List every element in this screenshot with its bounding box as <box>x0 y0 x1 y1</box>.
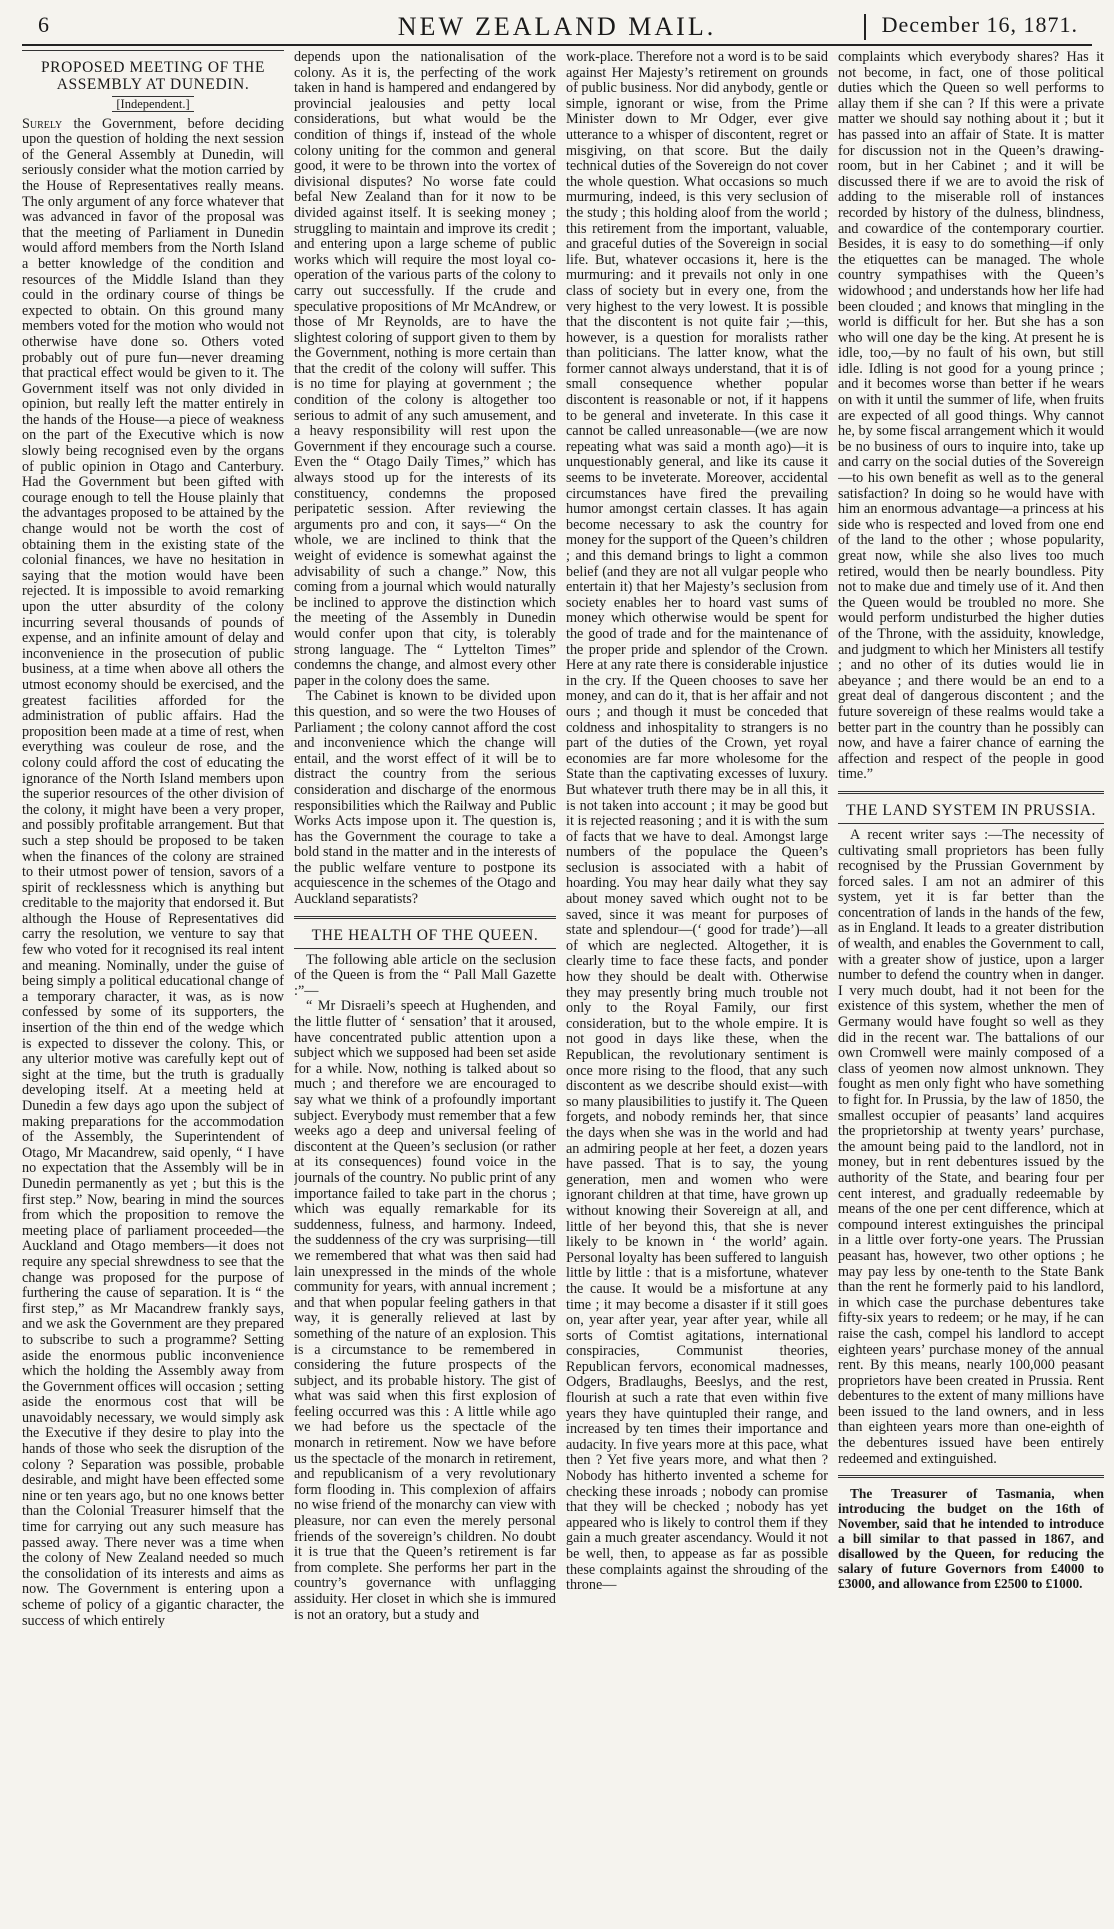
headline-rule <box>294 948 556 949</box>
article-separator <box>838 791 1104 794</box>
source-label: [Independent.] <box>112 96 193 112</box>
article-intro-queen: The following able article on the seclusion of the Queen is from the “ Pall Mall Gazette :”— <box>294 951 556 999</box>
article-separator <box>294 916 556 919</box>
article-body-dunedin-1 <box>22 117 284 1630</box>
column-4 <box>838 50 1104 1923</box>
masthead <box>22 10 1092 46</box>
news-note-tasmania: The Treasurer of Tasmania, when introducing the budget on the 16th of November, said that he intended to introduce a bill similar to that passed in 1867, and disallowed by the Queen, for reducing the salary of future Governors from £4000 to £3000, and allowance from £2500 to £1000. <box>838 1486 1104 1592</box>
newspaper-title: NEW ZEALAND MAIL. <box>397 12 717 41</box>
headline-rule <box>22 50 284 51</box>
issue-date: December 16, 1871. <box>881 12 1078 37</box>
article-headline-dunedin: PROPOSED MEETING OF THE ASSEMBLY AT DUNEDIN. <box>40 59 266 93</box>
column-3 <box>566 50 828 1923</box>
article-headline-queen: THE HEALTH OF THE QUEEN. <box>311 926 539 944</box>
column-1 <box>22 50 284 1923</box>
article-body-prussia: A recent writer says :—The necessity of cultivating small proprietors has been fully recognised by the Prussian Government by forced sales. I am not an admirer of this system, yet it is far better than the concentration of lands in the hands of the few, as in England. It leads to a greater distribution of wealth, and enables the Government to call, with a greater show of justice, upon a larger number to defend the country when in danger. I very much doubt, had it not been for the existence of this system, whether the men of Germany would have fought so well as they did in the recent war. The battalions of our own Cromwell were mainly composed of a class of yeomen now almost unknown. They fought as men only fight who have something to fight for. In Prussia, by the law of 1850, the smallest occupier of peasants’ land acquires the proprietorship at twenty years’ purchase, the amount being paid to the landlord, not in money, but in rent debentures issued by the authority of the State, and bearing four per cent interest, and gradually redeemable by means of the one per cent difference, which at compound interest extinguishes the principal in a little over forty-one years. The Prussian peasant has, however, two other options ; he may pay less by one-tenth to the State Bank than the rent he formerly paid to his landlord, in which case the purchase debentures take fifty-six years to redeem; or he may, if he can raise the cash, compel his landlord to accept eighteen years’ purchase money of the annual rent. By this means, nearly 100,000 peasant proprietors have been created in Prussia. Rent debentures to the extent of many millions have been issued to the land owners, and in less than eighteen years more than one-eighth of the debentures issued have been entirely redeemed and extinguished. <box>838 826 1104 1467</box>
article-body-dunedin-2: depends upon the nationalisation of the colony. As it is, the perfecting of the work taken in hand is hampered and endangered by provincial jealousies and petty local considerations, but what would be the condition of things if, instead of the whole colony uniting for the common and general good, it were to be thrown into the vortex of divisional disputes? No worse fate could befal New Zealand than for it now to be divided against itself. It is seeking money ; struggling to maintain and improve its credit ; and entering upon a large scheme of public works which will require the most loyal co-operation of the various parts of the colony to carry out successfully. If the crude and speculative propositions of Mr McAndrew, or those of Mr Reynolds, are to have the slightest coloring of support given to them by the Government, nothing is more certain than that the credit of the colony will suffer. This is no time for playing at government ; the condition of the colony is altogether too serious to admit of any such amusement, and a heavy responsibility will rest upon the Government if they encourage such a course. Even the “ Otago Daily Times,” which has always stood up for the interests of its constituency, condemns the proposed peripatetic session. After reviewing the arguments pro and con, it says—“ On the whole, we are inclined to think that the weight of evidence is somewhat against the advisability of such a change.” Now, this coming from a journal which would naturally be inclined to approve the distinction which the meeting of the Assembly in Dunedin would confer upon that city, is tolerably strong language. The “ Lyttelton Times” condemns the change, and almost every other paper in the colony does the same. <box>294 50 556 689</box>
article-separator <box>838 1475 1104 1478</box>
article-body-queen-3: complaints which everybody shares? Has it not become, in fact, one of those political duties which the Queen so well performs to allay them if she can ? If this were a private matter we should say nothing about it ; but it has passed into an affair of State. It is matter for discussion not in the Queen’s drawing-room, but in her Cabinet ; and it will be discussed there if we are to avoid the risk of adding to the miserable roll of instances recorded by history of the dulness, blindness, and cowardice of the contemporary courtier. Besides, it is easy to do something—if only the etiquettes can be managed. The whole country sympathises with the Queen’s widowhood ; and understands how her life had been clouded ; and knows that mingling in the world is difficult for her. But she has a son who will one day be the king. At present he is idle, too,—by no fault of his own, but still idle. Idling is not good for a young prince ; and it becomes worse than better if he wears on with it until the summer of life, when fruits are expected of all good things. Why cannot he, by some fiscal arrangement which it would be no business of ours to inquire into, take up and carry on the social duties of the Sovereign—to his own benefit as well as to the general satisfaction? In doing so he would have with him an enormous advantage—a princess at his side who is respected and loved from one end of the land to the other ; whose popularity, great now, while she also lives too much retired, would then be nearly boundless. Pity not to make due and timely use of it. And then the Queen would be troubled no more. She would perform undisturbed the higher duties of the Throne, with the assiduity, knowledge, and judgment to which her Ministers all testify ; and no other of its duties would lie in abeyance ; and there would be an end to a great deal of dangerous discontent ; and the future sovereign of these realms would take a better part in the country than he possibly can now, and have a fairer chance of earning the affection and respect of the people in good time.” <box>838 50 1104 783</box>
lead-word: Surely <box>22 115 63 132</box>
article-source <box>22 97 284 113</box>
article-text: the Government, before deciding upon the question of holding the next session of the General Assembly at Dunedin, will seriously consider what the motion carried by the House of Representatives really means. The only argument of any force whatever that was advanced in favor of the proposal was that the meeting of Parliament in Dunedin would afford members from the North Island a better knowledge of the condition and resources of the Middle Island than they could in the ordinary course of things be expected to obtain. On this ground many members voted for the motion who would not otherwise have done so. Others voted probably out of pure fun—never dreaming that practical effect would be given to it. The Government itself was not only divided in opinion, but really left the matter entirely in the hands of the House—a piece of weakness on the part of the Executive which is now slowly being recognised even by the organs of public opinion in Otago and Canterbury. Had the Government but been gifted with courage enough to tell the House plainly that the advantages proposed to be attained by the change would not be worth the cost of obtaining them in the existing state of the colonial finances, we have no hesitation in saying that the motion would have been rejected. It is impossible to avoid remarking upon the utter absurdity of the colony incurring several thousands of pounds of expense, and an infinite amount of delay and inconvenience in the prosecution of public business, at a time when above all others the utmost economy should be exercised, and the greatest facilities afforded for the administration of public affairs. Had the proposition been made at a time of rest, when everything was couleur de rose, and the colony could afford the cost of educating the ignorance of the North Island members upon the superior resources of the other division of the colony, it might have been a very proper, and possibly profitable arrangement. But that such a step should be proposed to be taken when the finances of the colony are strained to their utmost power of tension, savors of a spirit of recklessness which is anything but creditable to the majority that endorsed it. But although the House of Representatives did carry the resolution, we venture to say that few who voted for it recognised its real intent and meaning. Nominally, under the guise of being simply a political educational change of a temporary character, it was, as is now confessed by some of its supporters, the insertion of the thin end of the wedge which is expected to dissever the colony. This, or any ulterior motive was carefully kept out of sight at the time, but the truth is gradually developing itself. At a meeting held at Dunedin a few days ago upon the subject of making preparations for the accommodation of the Assembly, the Superintendent of Otago, Mr Macandrew, said openly, “ I have no expectation that the Assembly will be in Dunedin permanently as yet ; but this is the first step.” Now, bearing in mind the sources from which the proposition to remove the meeting place of parliament proceeded—the Auckland and Otago members—it does not require any special shrewdness to see that the change was proposed for the purpose of furthering the cause of separation. It is “ the first step,” as Mr Macandrew frankly says, and we ask the Government are they prepared to subscribe to such a programme? Setting aside the enormous public inconvenience which the holding the Assembly away from the Government offices will occasion ; setting aside the enormous cost that will be unavoidably necessary, we would simply ask the Executive if they desire to play into the hands of those who seek the disruption of the colony ? Separation was possible, probable desirable, and might have been effected some nine or ten years ago, but no one knows better than the Colonial Treasurer himself that the time for carrying out any such measure has passed away. There never was a time when the colony of New Zealand needed so much the consolidation of its interests and aims as now. The Government is entering upon a scheme of policy of a gigantic character, the success of which entirely <box>22 115 284 1629</box>
headline-rule <box>838 823 1104 824</box>
column-2 <box>294 50 556 1923</box>
masthead-divider <box>864 14 866 40</box>
article-body-queen-1: “ Mr Disraeli’s speech at Hughenden, and the little flutter of ‘ sensation’ that it aroused, have concentrated public attention upon a subject which we supposed had been set aside for a while. Now, nothing is talked about so much ; and therefore we are encouraged to say what we think of a profoundly important subject. Everybody must remember that a few weeks ago a deep and universal feeling of discontent at the Queen’s seclusion (or rather at its consequences) found voice in the journals of the country. No public print of any importance failed to take part in the chorus ; which was equally remarkable for its suddenness, fulness, and harmony. Indeed, the suddenness of the cry was surprising—till we remembered that what was then said had lain unexpressed in the minds of the whole community for years, with annual increment ; and that when popular feeling gathers in that way, it is generally relieved at last by something of the nature of an explosion. This is a circumstance to be remembered in considering the future prospects of the subject, and its probable history. The gist of what was said when this first explosion of feeling occurred was this : A little while ago we had before us the spectacle of the monarch in retirement. Now we have before us the spectacle of the monarch in retirement, and republicanism of a very revolutionary form flooding in. This complexion of affairs no wise friend of the monarchy can view with pleasure, nor can even the merely personal friends of the sovereign’s children. No doubt it is true that the Queen’s retirement is far from complete. She performs her part in the country’s governance with unflagging assiduity. Her closet in which she is immured is not an oratory, but a study and <box>294 998 556 1623</box>
article-columns <box>22 50 1104 1923</box>
article-body-dunedin-3: The Cabinet is known to be divided upon this question, and so were the two Houses of Parliament ; the colony cannot afford the cost and inconvenience which the change will entail, and the worst effect of it will be to distract the country from the serious consideration and discharge of the enormous responsibilities which the Railway and Public Works Acts impose upon it. The question is, has the Government the courage to take a bold stand in the matter and in the interests of the public welfare venture to postpone its acquiescence in the schemes of the Otago and Auckland separatists? <box>294 688 556 908</box>
article-body-queen-2: work-place. Therefore not a word is to be said against Her Majesty’s retirement on grounds of public business. Nor did anybody, gentle or simple, ignorant or wise, from the Prime Minister down to Mr Odger, ever give utterance to a whisper of discontent, regret or misgiving, on that score. But the daily technical duties of the Sovereign do not cover the whole question. What occasions so much murmuring, indeed, is this very seclusion of the study ; this holding aloof from the world ; this retirement from the important, valuable, and graceful duties of the Sovereign in social life. But, whatever occasions it, here is the murmuring: and it prevails not only in one class of society but in every one, from the very highest to the very lowest. It is possible that the discontent is not quite fair ;—this, however, is a question for moralists rather than politicians. The latter know, what the former cannot always understand, that it is of small consequence whether popular discontent is reasonable or not, if it happens to be general and inveterate. In this case it cannot be called unreasonable—(we are now repeating what was said a month ago)—it is unquestionably general, and like its cause it seems to be inveterate. Moreover, accidental circumstances have fired the prevailing humor amongst certain classes. It has again become necessary to ask the country for money for the support of the Queen’s children ; and this demand brings to light a common belief (and they are not all vulgar people who entertain it) that her Majesty’s seclusion from society enables her to hoard vast sums of money which otherwise would be spent for the good of trade and for the maintenance of the proper pride and splendor of the Crown. Here at any rate there is considerable injustice in the cry. If the Queen chooses to save her money, and can do it, that is her affair and not ours ; and though it must be conceded that coldness and inhospitality to strangers is no part of the duties of the Crown, yet royal economies are far more wholesome for the State than the captivating excesses of luxury. But whatever truth there may be in all this, it is not taken into account ; it may be good but it is rejected reasoning ; and it is with the sum of facts that we have to deal. Amongst large numbers of the populace the Queen’s seclusion is associated with a habit of hoarding. You may hear daily what they say about money saved which ought not to be saved, since it was meant for purposes of state and splendour—(‘ good for trade’)—all of which are neglected. Altogether, it is clearly time to face these facts, and ponder how they should be dealt with. Otherwise they may presently bring much trouble not only to the Royal Family, our first consideration, but to the whole empire. It is not good in days like these, when the Republican, the revolutionary sentiment is once more rising to the flood, that any such discontent as we describe should exist—with so many plausibilities to justify it. The Queen forgets, and nobody reminds her, that since the days when she was in the world and had an admiring people at her feet, a dozen years have passed. That is to say, the young generation, men and women who were ignorant children at that time, have grown up without knowing their Sovereign at all, and little of her beyond this, that she is never likely to be known in ‘ the world’ again. Personal loyalty has been suffered to languish little by little : that is a misfortune, whatever the cause. It would be a misfortune at any time ; it may become a disaster if it still goes on, year after year, year after year, while all sorts of Comtist agitations, international conspiracies, Communist theories, Republican fervors, economical madnesses, Odgers, Bradlaughs, Beeslys, and the rest, flourish at such a rate that even within five years they have quintupled their range, and increased by ten times their importance and audacity. In five years more at this pace, what then ? Yet five years more, and what then ? Nobody has hitherto invented a scheme for checking these inroads ; nobody can promise that they will be checked ; nobody has yet appeared who is likely to control them if they gain a much greater ascendancy. Would it not be well, then, to appease as far as possible these complaints against the shrouding of the throne— <box>566 50 828 1594</box>
article-headline-prussia: THE LAND SYSTEM IN PRUSSIA. <box>845 801 1096 819</box>
page-number: 6 <box>38 12 49 37</box>
